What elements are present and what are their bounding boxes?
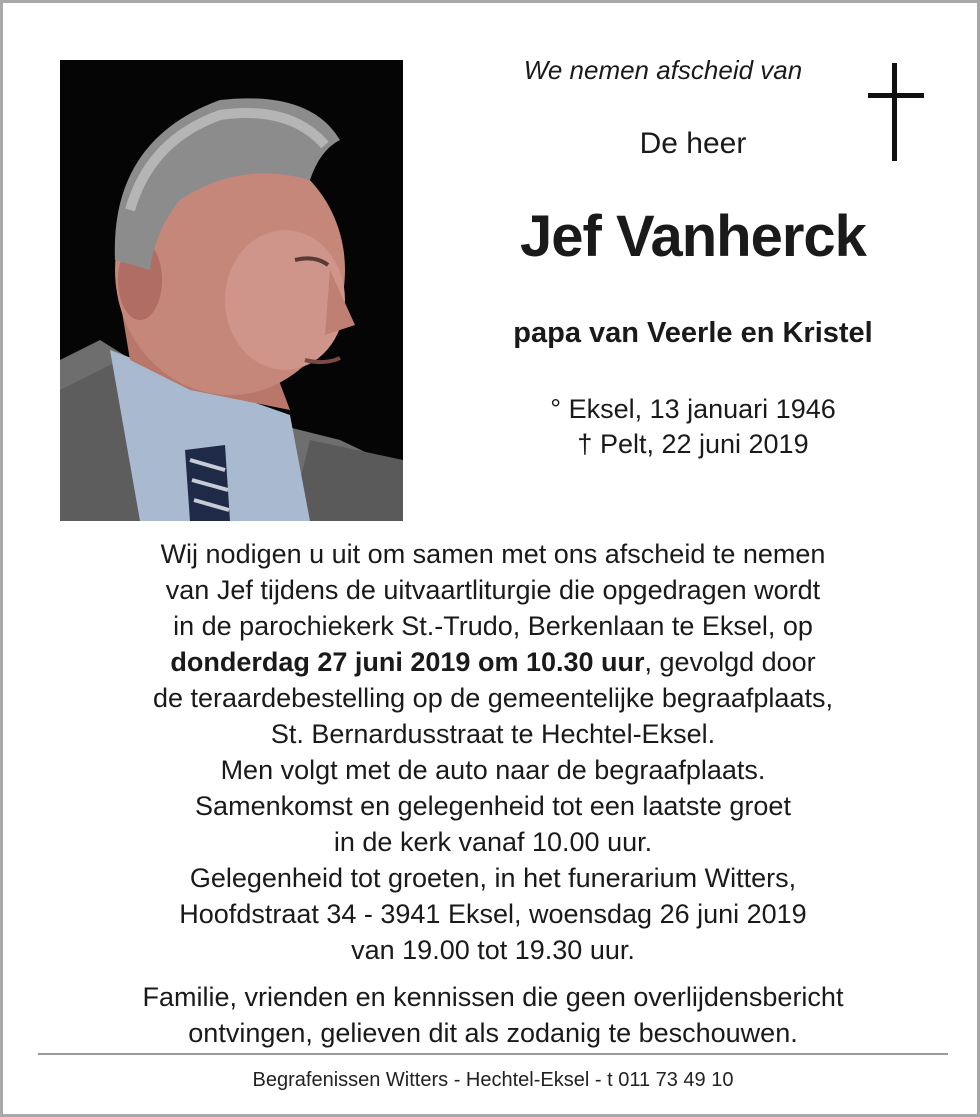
- death-text: Pelt, 22 juni 2019: [599, 429, 809, 459]
- portrait-illustration: [60, 60, 403, 521]
- relation-line: papa van Veerle en Kristel: [513, 317, 873, 349]
- deceased-name: Jef Vanherck: [520, 204, 866, 269]
- body-line-rest: , gevolgd door: [644, 647, 816, 677]
- body-line: St. Bernardusstraat te Hechtel-Eksel.: [270, 719, 716, 749]
- body-line: [43, 644, 943, 680]
- body-line: van Jef tijdens de uitvaartliturgie die opgedragen wordt: [165, 575, 821, 605]
- portrait-photo: [60, 60, 403, 521]
- funeral-home-footer: Begrafenissen Witters - Hechtel-Eksel - t 011 73 49 10: [252, 1069, 734, 1091]
- closing-line: Familie, vrienden en kennissen die geen overlijdensbericht: [142, 982, 844, 1012]
- body-line: in de kerk vanaf 10.00 uur.: [333, 827, 653, 857]
- intro-text: We nemen afscheid van: [523, 55, 803, 85]
- body-line: Men volgt met de auto naar de begraafplaats.: [220, 755, 766, 785]
- body-line: Hoofdstraat 34 - 3941 Eksel, woensdag 26 juni 2019: [179, 899, 807, 929]
- body-line: Wij nodigen u uit om samen met ons afscheid te nemen: [160, 539, 826, 569]
- birth-symbol: °: [550, 394, 562, 424]
- death-symbol: †: [577, 429, 593, 459]
- latin-cross-icon: [866, 63, 926, 161]
- birth-text: Eksel, 13 januari 1946: [568, 394, 836, 424]
- body-line: in de parochiekerk St.-Trudo, Berkenlaan te Eksel, op: [173, 611, 813, 641]
- honorific-title: De heer: [639, 127, 747, 160]
- footer-divider: [38, 1053, 948, 1055]
- closing-note: [43, 979, 943, 1051]
- death-line: [433, 429, 953, 460]
- body-line: van 19.00 tot 19.30 uur.: [351, 935, 635, 965]
- ceremony-datetime: donderdag 27 juni 2019 om 10.30 uur: [170, 647, 645, 677]
- body-line: de teraardebestelling op de gemeentelijke begraafplaats,: [153, 683, 833, 713]
- ceremony-details: [43, 536, 943, 968]
- closing-line: ontvingen, gelieven dit als zodanig te beschouwen.: [188, 1018, 798, 1048]
- body-line: Gelegenheid tot groeten, in het funerarium Witters,: [189, 863, 797, 893]
- birth-line: [433, 394, 953, 425]
- body-line: Samenkomst en gelegenheid tot een laatste groet: [195, 791, 791, 821]
